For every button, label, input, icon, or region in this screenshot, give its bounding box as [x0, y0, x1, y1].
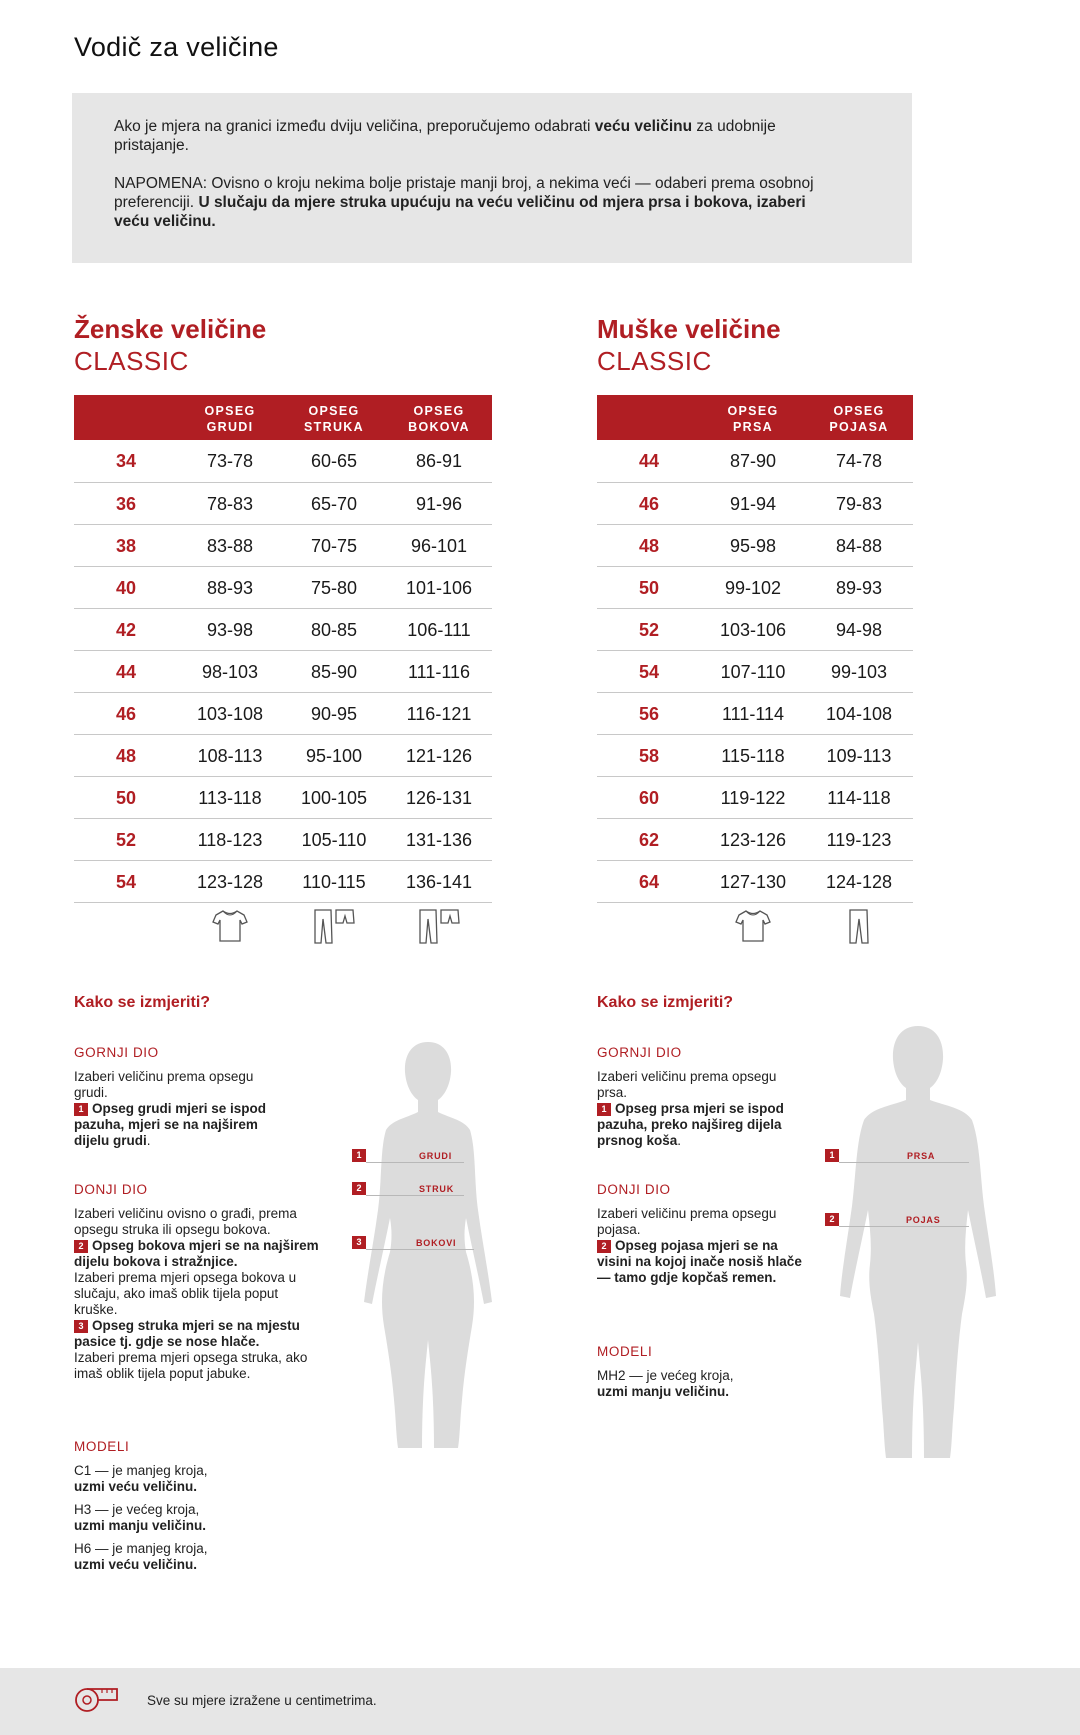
marker-badge: 3: [352, 1236, 366, 1249]
measure-cell: 108-113: [178, 734, 282, 776]
marker-label: STRUK: [419, 1184, 454, 1194]
men-models-list: [597, 1368, 817, 1400]
measure-cell: 121-126: [386, 734, 492, 776]
women-lower-text: [74, 1206, 324, 1382]
table-row: [597, 776, 913, 818]
measure-cell: 65-70: [282, 482, 386, 524]
male-silhouette-figure: [838, 1024, 998, 1460]
measure-line: [366, 1195, 464, 1196]
measure-cell: 124-128: [805, 860, 913, 902]
size-cell: 40: [74, 566, 178, 608]
size-cell: 50: [597, 566, 701, 608]
measure-cell: 89-93: [805, 566, 913, 608]
tshirt-icon: [178, 906, 282, 946]
men-lower-label: DONJI DIO: [597, 1182, 671, 1197]
model-advice: uzmi veću veličinu.: [74, 1557, 198, 1572]
measure-cell: 88-93: [178, 566, 282, 608]
measure-cell: 107-110: [701, 650, 805, 692]
measure-cell: 85-90: [282, 650, 386, 692]
measure-cell: 105-110: [282, 818, 386, 860]
measure-cell: 110-115: [282, 860, 386, 902]
men-models-label: MODELI: [597, 1344, 653, 1359]
measure-cell: 127-130: [701, 860, 805, 902]
measure-cell: 86-91: [386, 440, 492, 482]
trousers-shorts-icon: [386, 906, 492, 946]
men-section-title: Muške veličine: [597, 314, 781, 344]
header-line: OPSEG: [308, 403, 360, 418]
measure-cell: 79-83: [805, 482, 913, 524]
size-cell: 38: [74, 524, 178, 566]
measure-cell: 136-141: [386, 860, 492, 902]
measure-cell: 126-131: [386, 776, 492, 818]
instruction-text: Izaberi veličinu ovisno o građi, prema opsegu struka ili opsegu bokova.: [74, 1206, 297, 1237]
size-cell: 50: [74, 776, 178, 818]
women-models-list: [74, 1463, 294, 1573]
size-cell: 58: [597, 734, 701, 776]
measure-cell: 118-123: [178, 818, 282, 860]
model-entry: [74, 1541, 294, 1573]
measure-cell: 111-116: [386, 650, 492, 692]
marker-label: PRSA: [907, 1151, 936, 1161]
table-row: [74, 482, 492, 524]
info-text: Ako je mjera na granici između dviju veličina, preporučujemo odabrati: [114, 118, 595, 135]
tshirt-icon: [701, 906, 805, 946]
measure-cell: 109-113: [805, 734, 913, 776]
trousers-shorts-icon: [282, 906, 386, 946]
measure-cell: 93-98: [178, 608, 282, 650]
instruction-bold: Opseg grudi mjeri se ispod pazuha, mjeri se na najširem dijelu grudi: [74, 1101, 267, 1148]
header-size-cell: [74, 395, 178, 440]
size-cell: 44: [597, 440, 701, 482]
size-cell: 48: [74, 734, 178, 776]
header-line: OPSEG: [204, 403, 256, 418]
measure-cell: 119-123: [805, 818, 913, 860]
table-row: [597, 482, 913, 524]
men-upper-text: Izaberi veličinu prema opsegu prsa. 1 Opseg prsa mjeri se ispod pazuha, preko najšireg dijela prsnog koša.: [597, 1069, 784, 1148]
header-line: POJASA: [829, 419, 889, 434]
size-cell: 42: [74, 608, 178, 650]
measure-cell: 98-103: [178, 650, 282, 692]
info-panel: [72, 93, 912, 263]
measure-cell: 131-136: [386, 818, 492, 860]
measure-cell: 95-100: [282, 734, 386, 776]
men-upper-label: GORNJI DIO: [597, 1045, 682, 1060]
table-row: [74, 566, 492, 608]
table-row: [74, 608, 492, 650]
header-line: BOKOVA: [408, 419, 470, 434]
measure-cell: 78-83: [178, 482, 282, 524]
table-row: [74, 440, 492, 482]
table-row: [74, 524, 492, 566]
measure-cell: 60-65: [282, 440, 386, 482]
trousers-icon: [805, 906, 913, 946]
size-cell: 52: [74, 818, 178, 860]
header-line: OPSEG: [727, 403, 779, 418]
instruction-bold: Opseg pojasa mjeri se na visini na kojoj inače nosiš hlače — tamo gdje kopčaš remen.: [597, 1238, 802, 1285]
model-entry: [74, 1502, 294, 1534]
header-line: PRSA: [733, 419, 773, 434]
measure-cell: 91-94: [701, 482, 805, 524]
measure-cell: 90-95: [282, 692, 386, 734]
measure-cell: 99-103: [805, 650, 913, 692]
measure-cell: 84-88: [805, 524, 913, 566]
header-col-waist: [282, 395, 386, 440]
model-text: H3 — je većeg kroja,: [74, 1502, 200, 1517]
measure-cell: 100-105: [282, 776, 386, 818]
measure-cell: 106-111: [386, 608, 492, 650]
table-row: [74, 734, 492, 776]
table-row: [597, 860, 913, 902]
instruction-text: Izaberi prema mjeri opsega struka, ako imaš oblik tijela poput jabuke.: [74, 1350, 308, 1381]
page-title: Vodič za veličine: [74, 32, 279, 62]
measure-cell: 115-118: [701, 734, 805, 776]
measure-line: [366, 1162, 464, 1163]
model-advice: uzmi manju veličinu.: [597, 1384, 730, 1399]
women-section-subtitle: CLASSIC: [74, 346, 189, 376]
header-col-chest: [701, 395, 805, 440]
table-row: [597, 608, 913, 650]
instruction-text: Izaberi prema mjeri opsega bokova u slučaju, ako imaš oblik tijela poput kruške.: [74, 1270, 297, 1317]
men-table-header: [597, 395, 913, 440]
instruction-text: Izaberi veličinu prema opsegu grudi.: [74, 1069, 254, 1100]
header-col-bust: [178, 395, 282, 440]
model-entry: [597, 1368, 817, 1400]
size-cell: 64: [597, 860, 701, 902]
size-cell: 60: [597, 776, 701, 818]
step-number-badge: 2: [74, 1240, 88, 1253]
table-row: [597, 566, 913, 608]
size-cell: 48: [597, 524, 701, 566]
instruction-bold: Opseg struka mjeri se na mjestu pasice tj. gdje se nose hlače.: [74, 1318, 300, 1349]
measure-cell: 91-96: [386, 482, 492, 524]
model-advice: uzmi veću veličinu.: [74, 1479, 198, 1494]
measure-cell: 123-128: [178, 860, 282, 902]
size-cell: 46: [597, 482, 701, 524]
measure-cell: 96-101: [386, 524, 492, 566]
measuring-tape-icon: [74, 1687, 120, 1713]
marker-badge: 1: [352, 1149, 366, 1162]
info-bold: U slučaju da mjere struka upućuju na veću veličinu od mjera prsa i bokova, izaberi veću veličinu.: [114, 194, 806, 230]
header-line: STRUKA: [304, 419, 364, 434]
header-line: OPSEG: [833, 403, 885, 418]
size-cell: 36: [74, 482, 178, 524]
model-text: H6 — je manjeg kroja,: [74, 1541, 208, 1556]
marker-badge: 1: [825, 1149, 839, 1162]
men-how-heading: Kako se izmjeriti?: [597, 994, 734, 1011]
instruction-text: Izaberi veličinu prema opsegu prsa.: [597, 1069, 777, 1100]
measure-cell: 80-85: [282, 608, 386, 650]
info-paragraph-2: [114, 174, 814, 231]
size-cell: 54: [74, 860, 178, 902]
table-row: [597, 524, 913, 566]
instruction-bold: Opseg bokova mjeri se na najširem dijelu bokova i stražnjice.: [74, 1238, 319, 1269]
women-lower-label: DONJI DIO: [74, 1182, 148, 1197]
size-cell: 34: [74, 440, 178, 482]
men-section-subtitle: CLASSIC: [597, 346, 712, 376]
instruction-text: Izaberi veličinu prema opsegu pojasa.: [597, 1206, 777, 1237]
instruction-bold: Opseg prsa mjeri se ispod pazuha, preko najšireg dijela prsnog koša: [597, 1101, 784, 1148]
measure-cell: 99-102: [701, 566, 805, 608]
size-cell: 46: [74, 692, 178, 734]
model-text: C1 — je manjeg kroja,: [74, 1463, 208, 1478]
measure-cell: 103-106: [701, 608, 805, 650]
measure-line: [839, 1226, 969, 1227]
women-models-label: MODELI: [74, 1439, 130, 1454]
table-row: [597, 818, 913, 860]
marker-badge: 2: [352, 1182, 366, 1195]
women-upper-label: GORNJI DIO: [74, 1045, 159, 1060]
measure-cell: 87-90: [701, 440, 805, 482]
measure-cell: 70-75: [282, 524, 386, 566]
header-line: OPSEG: [413, 403, 465, 418]
size-cell: 62: [597, 818, 701, 860]
header-col-belt: [805, 395, 913, 440]
size-cell: 52: [597, 608, 701, 650]
table-row: [597, 734, 913, 776]
header-size-cell: [597, 395, 701, 440]
model-entry: [74, 1463, 294, 1495]
size-cell: 44: [74, 650, 178, 692]
women-garment-icons: [178, 906, 492, 946]
marker-label: POJAS: [906, 1215, 941, 1225]
step-number-badge: 2: [597, 1240, 611, 1253]
info-text: NAPOMENA: Ovisno o kroju nekima bolje pristaje manji broj, a nekima veći — odaberi prema osobnoj preferenciji.: [114, 175, 814, 211]
header-line: GRUDI: [206, 419, 254, 434]
table-row: [597, 440, 913, 482]
table-row: [74, 776, 492, 818]
measure-cell: 101-106: [386, 566, 492, 608]
women-upper-text: Izaberi veličinu prema opsegu grudi. 1 Opseg grudi mjeri se ispod pazuha, mjeri se na najširem dijelu grudi.: [74, 1069, 267, 1148]
table-row: [74, 818, 492, 860]
marker-label: BOKOVI: [416, 1238, 457, 1248]
measure-cell: 119-122: [701, 776, 805, 818]
info-bold: veću veličinu: [594, 118, 693, 135]
table-row: [74, 650, 492, 692]
table-row: [74, 860, 492, 902]
footer-note: Sve su mjere izražene u centimetrima.: [147, 1693, 377, 1708]
model-text: MH2 — je većeg kroja,: [597, 1368, 734, 1383]
table-row: [597, 692, 913, 734]
measure-cell: 103-108: [178, 692, 282, 734]
measure-cell: 111-114: [701, 692, 805, 734]
women-size-table: [74, 395, 492, 903]
women-section-title: Ženske veličine: [74, 314, 267, 344]
step-number-badge: 1: [597, 1103, 611, 1116]
size-cell: 54: [597, 650, 701, 692]
marker-badge: 2: [825, 1213, 839, 1226]
women-table-header: [74, 395, 492, 440]
men-garment-icons: [701, 906, 913, 946]
men-size-table: [597, 395, 913, 903]
measure-cell: 113-118: [178, 776, 282, 818]
measure-cell: 104-108: [805, 692, 913, 734]
step-number-badge: 1: [74, 1103, 88, 1116]
measure-cell: 123-126: [701, 818, 805, 860]
info-text: za udobnije pristajanje.: [114, 118, 776, 154]
measure-line: [839, 1162, 969, 1163]
model-advice: uzmi manju veličinu.: [74, 1518, 207, 1533]
table-row: [597, 650, 913, 692]
men-lower-text: [597, 1206, 802, 1286]
measure-cell: 83-88: [178, 524, 282, 566]
measure-line: [366, 1249, 474, 1250]
measure-cell: 114-118: [805, 776, 913, 818]
measure-cell: 73-78: [178, 440, 282, 482]
marker-label: GRUDI: [419, 1151, 452, 1161]
size-cell: 56: [597, 692, 701, 734]
measure-cell: 75-80: [282, 566, 386, 608]
measure-cell: 116-121: [386, 692, 492, 734]
measure-cell: 95-98: [701, 524, 805, 566]
info-paragraph-1: [114, 117, 814, 155]
table-row: [74, 692, 492, 734]
measure-cell: 94-98: [805, 608, 913, 650]
women-how-heading: Kako se izmjeriti?: [74, 994, 211, 1011]
measure-cell: 74-78: [805, 440, 913, 482]
step-number-badge: 3: [74, 1320, 88, 1333]
header-col-hips: [386, 395, 492, 440]
